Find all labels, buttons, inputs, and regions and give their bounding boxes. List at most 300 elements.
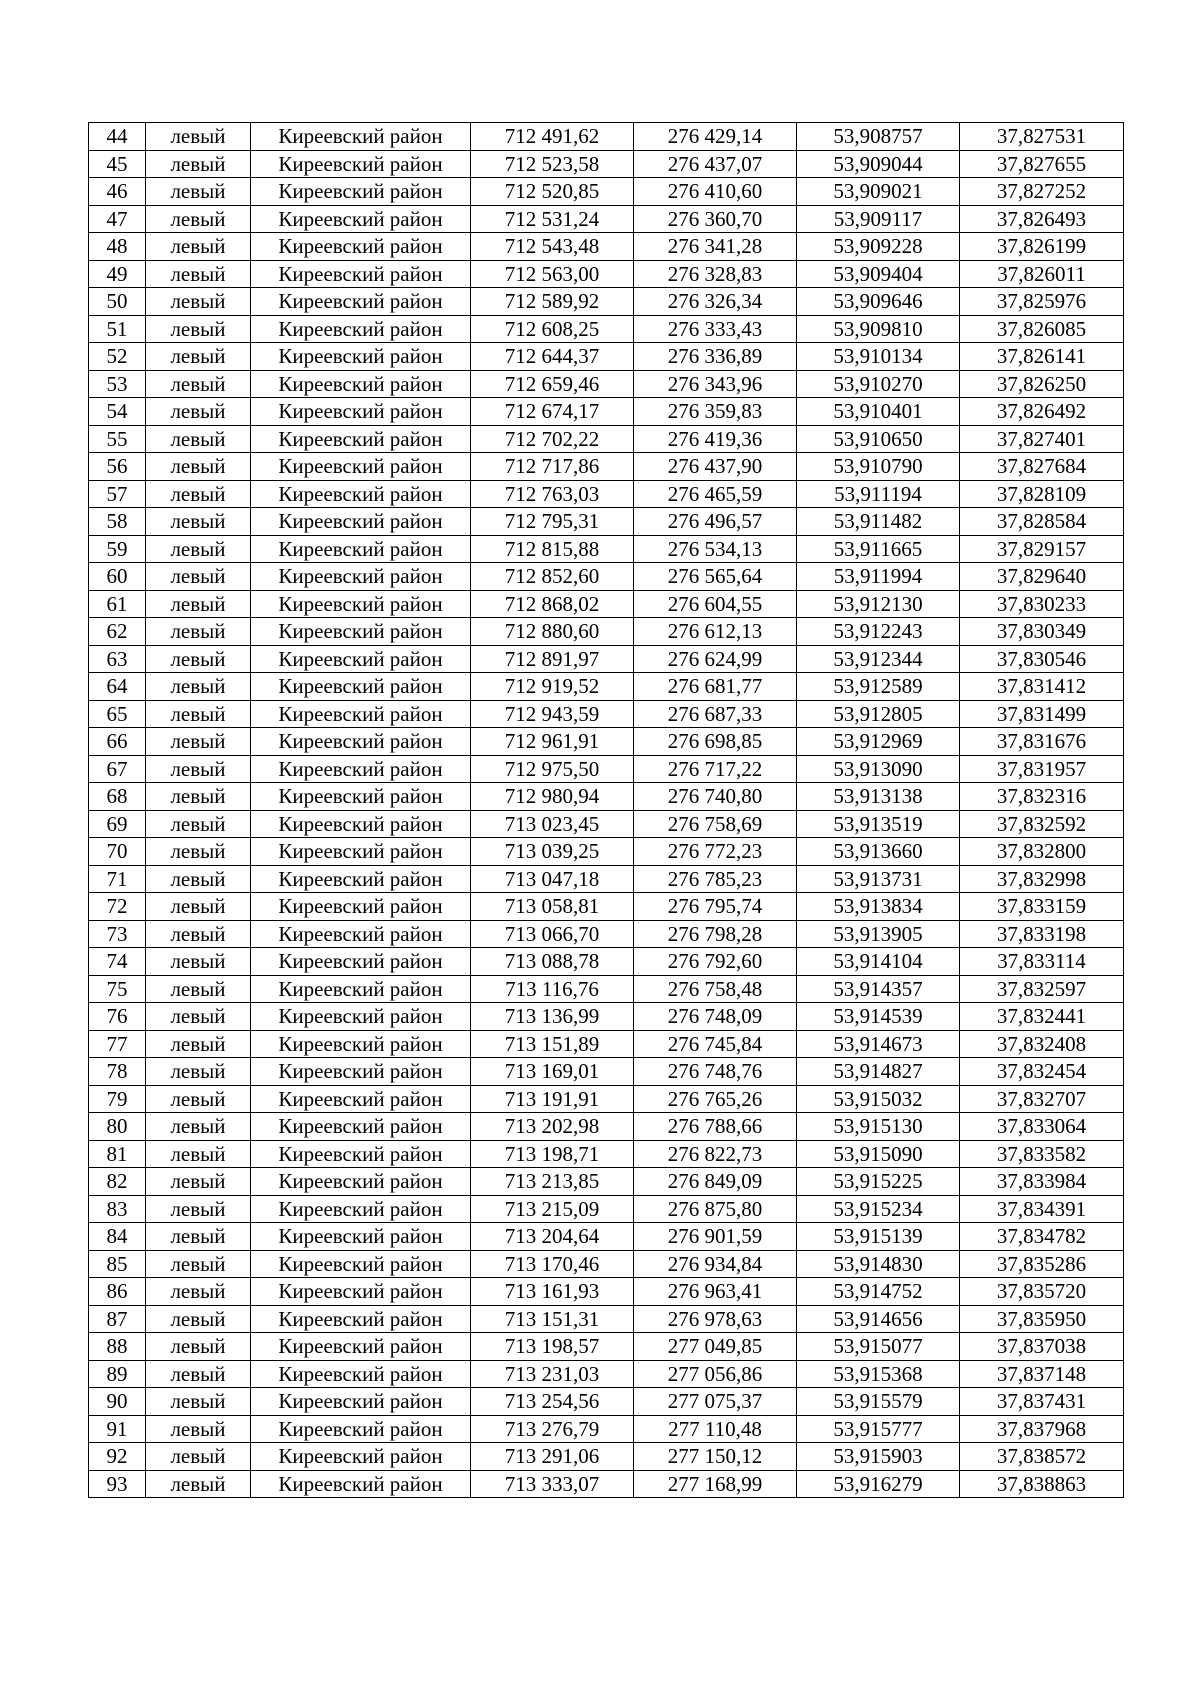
point-number-cell: 66 [89,728,146,756]
latitude-cell: 53,912969 [797,728,960,756]
point-number-cell: 62 [89,618,146,646]
district-cell: Киреевский район [251,865,471,893]
y-coordinate-cell: 276 687,33 [634,700,797,728]
latitude-cell: 53,909404 [797,260,960,288]
latitude-cell: 53,915090 [797,1140,960,1168]
table-row [89,783,1124,811]
longitude-cell: 37,826250 [960,370,1124,398]
latitude-cell: 53,909646 [797,288,960,316]
table-row [89,370,1124,398]
x-coordinate-cell: 712 543,48 [471,233,634,261]
latitude-cell: 53,910650 [797,425,960,453]
table-row [89,480,1124,508]
longitude-cell: 37,829640 [960,563,1124,591]
bank-side-cell: левый [146,233,251,261]
point-number-cell: 57 [89,480,146,508]
table-row [89,123,1124,151]
latitude-cell: 53,910134 [797,343,960,371]
district-cell: Киреевский район [251,1140,471,1168]
longitude-cell: 37,834391 [960,1195,1124,1223]
longitude-cell: 37,832592 [960,810,1124,838]
bank-side-cell: левый [146,1113,251,1141]
table-row [89,1278,1124,1306]
table-row [89,508,1124,536]
bank-side-cell: левый [146,893,251,921]
x-coordinate-cell: 713 066,70 [471,920,634,948]
table-row [89,920,1124,948]
longitude-cell: 37,828584 [960,508,1124,536]
district-cell: Киреевский район [251,1113,471,1141]
table-row [89,1003,1124,1031]
district-cell: Киреевский район [251,370,471,398]
bank-side-cell: левый [146,1250,251,1278]
y-coordinate-cell: 276 748,76 [634,1058,797,1086]
point-number-cell: 90 [89,1388,146,1416]
district-cell: Киреевский район [251,1195,471,1223]
point-number-cell: 63 [89,645,146,673]
point-number-cell: 55 [89,425,146,453]
district-cell: Киреевский район [251,920,471,948]
bank-side-cell: левый [146,453,251,481]
point-number-cell: 53 [89,370,146,398]
district-cell: Киреевский район [251,728,471,756]
x-coordinate-cell: 713 213,85 [471,1168,634,1196]
point-number-cell: 56 [89,453,146,481]
longitude-cell: 37,833114 [960,948,1124,976]
bank-side-cell: левый [146,948,251,976]
point-number-cell: 92 [89,1443,146,1471]
latitude-cell: 53,912589 [797,673,960,701]
point-number-cell: 82 [89,1168,146,1196]
district-cell: Киреевский район [251,755,471,783]
longitude-cell: 37,827655 [960,150,1124,178]
point-number-cell: 78 [89,1058,146,1086]
y-coordinate-cell: 277 049,85 [634,1333,797,1361]
point-number-cell: 91 [89,1415,146,1443]
longitude-cell: 37,833064 [960,1113,1124,1141]
bank-side-cell: левый [146,590,251,618]
district-cell: Киреевский район [251,1250,471,1278]
longitude-cell: 37,827684 [960,453,1124,481]
longitude-cell: 37,831412 [960,673,1124,701]
longitude-cell: 37,833198 [960,920,1124,948]
latitude-cell: 53,915032 [797,1085,960,1113]
longitude-cell: 37,832998 [960,865,1124,893]
latitude-cell: 53,912130 [797,590,960,618]
longitude-cell: 37,828109 [960,480,1124,508]
y-coordinate-cell: 276 748,09 [634,1003,797,1031]
latitude-cell: 53,913138 [797,783,960,811]
bank-side-cell: левый [146,618,251,646]
latitude-cell: 53,915777 [797,1415,960,1443]
longitude-cell: 37,826141 [960,343,1124,371]
y-coordinate-cell: 276 343,96 [634,370,797,398]
table-row [89,893,1124,921]
table-row [89,1415,1124,1443]
x-coordinate-cell: 712 520,85 [471,178,634,206]
x-coordinate-cell: 713 170,46 [471,1250,634,1278]
x-coordinate-cell: 712 943,59 [471,700,634,728]
table-row [89,1333,1124,1361]
district-cell: Киреевский район [251,535,471,563]
latitude-cell: 53,909044 [797,150,960,178]
table-row [89,755,1124,783]
longitude-cell: 37,832707 [960,1085,1124,1113]
y-coordinate-cell: 276 359,83 [634,398,797,426]
y-coordinate-cell: 276 758,69 [634,810,797,838]
table-row [89,1113,1124,1141]
district-cell: Киреевский район [251,1470,471,1498]
longitude-cell: 37,832597 [960,975,1124,1003]
latitude-cell: 53,909228 [797,233,960,261]
bank-side-cell: левый [146,728,251,756]
latitude-cell: 53,912243 [797,618,960,646]
x-coordinate-cell: 713 116,76 [471,975,634,1003]
bank-side-cell: левый [146,810,251,838]
x-coordinate-cell: 713 291,06 [471,1443,634,1471]
longitude-cell: 37,831676 [960,728,1124,756]
bank-side-cell: левый [146,920,251,948]
x-coordinate-cell: 712 674,17 [471,398,634,426]
y-coordinate-cell: 276 336,89 [634,343,797,371]
y-coordinate-cell: 276 772,23 [634,838,797,866]
table-row [89,1388,1124,1416]
point-number-cell: 58 [89,508,146,536]
y-coordinate-cell: 276 875,80 [634,1195,797,1223]
table-row [89,1195,1124,1223]
table-row [89,1085,1124,1113]
x-coordinate-cell: 712 795,31 [471,508,634,536]
x-coordinate-cell: 712 891,97 [471,645,634,673]
x-coordinate-cell: 713 039,25 [471,838,634,866]
latitude-cell: 53,913834 [797,893,960,921]
bank-side-cell: левый [146,700,251,728]
longitude-cell: 37,837968 [960,1415,1124,1443]
point-number-cell: 79 [89,1085,146,1113]
table-row [89,150,1124,178]
latitude-cell: 53,911994 [797,563,960,591]
district-cell: Киреевский район [251,453,471,481]
y-coordinate-cell: 276 785,23 [634,865,797,893]
x-coordinate-cell: 712 491,62 [471,123,634,151]
bank-side-cell: левый [146,1333,251,1361]
bank-side-cell: левый [146,260,251,288]
y-coordinate-cell: 276 849,09 [634,1168,797,1196]
x-coordinate-cell: 712 980,94 [471,783,634,811]
point-number-cell: 46 [89,178,146,206]
x-coordinate-cell: 713 276,79 [471,1415,634,1443]
y-coordinate-cell: 276 437,07 [634,150,797,178]
latitude-cell: 53,915368 [797,1360,960,1388]
longitude-cell: 37,831499 [960,700,1124,728]
longitude-cell: 37,838863 [960,1470,1124,1498]
bank-side-cell: левый [146,150,251,178]
y-coordinate-cell: 276 465,59 [634,480,797,508]
district-cell: Киреевский район [251,150,471,178]
table-row [89,1305,1124,1333]
longitude-cell: 37,832454 [960,1058,1124,1086]
x-coordinate-cell: 712 975,50 [471,755,634,783]
latitude-cell: 53,914656 [797,1305,960,1333]
bank-side-cell: левый [146,838,251,866]
latitude-cell: 53,915579 [797,1388,960,1416]
bank-side-cell: левый [146,755,251,783]
bank-side-cell: левый [146,425,251,453]
longitude-cell: 37,834782 [960,1223,1124,1251]
bank-side-cell: левый [146,1443,251,1471]
y-coordinate-cell: 276 758,48 [634,975,797,1003]
bank-side-cell: левый [146,288,251,316]
bank-side-cell: левый [146,645,251,673]
x-coordinate-cell: 713 169,01 [471,1058,634,1086]
y-coordinate-cell: 276 604,55 [634,590,797,618]
x-coordinate-cell: 712 763,03 [471,480,634,508]
district-cell: Киреевский район [251,398,471,426]
longitude-cell: 37,830349 [960,618,1124,646]
point-number-cell: 65 [89,700,146,728]
bank-side-cell: левый [146,1195,251,1223]
longitude-cell: 37,831957 [960,755,1124,783]
latitude-cell: 53,916279 [797,1470,960,1498]
district-cell: Киреевский район [251,1305,471,1333]
point-number-cell: 68 [89,783,146,811]
district-cell: Киреевский район [251,1058,471,1086]
table-row [89,975,1124,1003]
longitude-cell: 37,827401 [960,425,1124,453]
point-number-cell: 73 [89,920,146,948]
district-cell: Киреевский район [251,425,471,453]
latitude-cell: 53,913660 [797,838,960,866]
bank-side-cell: левый [146,1140,251,1168]
x-coordinate-cell: 712 880,60 [471,618,634,646]
table-row [89,1058,1124,1086]
latitude-cell: 53,915225 [797,1168,960,1196]
district-cell: Киреевский район [251,1278,471,1306]
latitude-cell: 53,912805 [797,700,960,728]
table-row [89,1140,1124,1168]
longitude-cell: 37,826493 [960,205,1124,233]
longitude-cell: 37,832408 [960,1030,1124,1058]
x-coordinate-cell: 713 254,56 [471,1388,634,1416]
x-coordinate-cell: 712 608,25 [471,315,634,343]
longitude-cell: 37,832800 [960,838,1124,866]
table-row [89,1470,1124,1498]
y-coordinate-cell: 276 360,70 [634,205,797,233]
district-cell: Киреевский район [251,233,471,261]
table-row [89,948,1124,976]
table-row [89,563,1124,591]
bank-side-cell: левый [146,1278,251,1306]
district-cell: Киреевский район [251,1415,471,1443]
longitude-cell: 37,837148 [960,1360,1124,1388]
bank-side-cell: левый [146,370,251,398]
table-row [89,425,1124,453]
latitude-cell: 53,911194 [797,480,960,508]
district-cell: Киреевский район [251,260,471,288]
longitude-cell: 37,837038 [960,1333,1124,1361]
y-coordinate-cell: 276 795,74 [634,893,797,921]
bank-side-cell: левый [146,1415,251,1443]
longitude-cell: 37,835720 [960,1278,1124,1306]
latitude-cell: 53,910401 [797,398,960,426]
point-number-cell: 71 [89,865,146,893]
latitude-cell: 53,915234 [797,1195,960,1223]
latitude-cell: 53,912344 [797,645,960,673]
bank-side-cell: левый [146,480,251,508]
district-cell: Киреевский район [251,563,471,591]
point-number-cell: 93 [89,1470,146,1498]
x-coordinate-cell: 713 204,64 [471,1223,634,1251]
bank-side-cell: левый [146,1168,251,1196]
table-row [89,590,1124,618]
point-number-cell: 88 [89,1333,146,1361]
district-cell: Киреевский район [251,645,471,673]
table-row [89,315,1124,343]
x-coordinate-cell: 712 563,00 [471,260,634,288]
y-coordinate-cell: 276 326,34 [634,288,797,316]
bank-side-cell: левый [146,315,251,343]
point-number-cell: 50 [89,288,146,316]
district-cell: Киреевский район [251,315,471,343]
table-row [89,535,1124,563]
x-coordinate-cell: 713 191,91 [471,1085,634,1113]
point-number-cell: 86 [89,1278,146,1306]
point-number-cell: 84 [89,1223,146,1251]
longitude-cell: 37,833582 [960,1140,1124,1168]
x-coordinate-cell: 713 198,57 [471,1333,634,1361]
y-coordinate-cell: 276 745,84 [634,1030,797,1058]
latitude-cell: 53,915139 [797,1223,960,1251]
table-row [89,618,1124,646]
x-coordinate-cell: 712 815,88 [471,535,634,563]
point-number-cell: 74 [89,948,146,976]
x-coordinate-cell: 713 088,78 [471,948,634,976]
table-row [89,1360,1124,1388]
y-coordinate-cell: 276 410,60 [634,178,797,206]
y-coordinate-cell: 276 429,14 [634,123,797,151]
x-coordinate-cell: 712 644,37 [471,343,634,371]
table-row [89,205,1124,233]
point-number-cell: 83 [89,1195,146,1223]
x-coordinate-cell: 712 523,58 [471,150,634,178]
latitude-cell: 53,909117 [797,205,960,233]
longitude-cell: 37,832441 [960,1003,1124,1031]
coordinates-table [88,122,1124,1498]
x-coordinate-cell: 712 702,22 [471,425,634,453]
point-number-cell: 85 [89,1250,146,1278]
latitude-cell: 53,911665 [797,535,960,563]
x-coordinate-cell: 712 868,02 [471,590,634,618]
y-coordinate-cell: 276 624,99 [634,645,797,673]
latitude-cell: 53,915903 [797,1443,960,1471]
point-number-cell: 52 [89,343,146,371]
point-number-cell: 45 [89,150,146,178]
longitude-cell: 37,826199 [960,233,1124,261]
district-cell: Киреевский район [251,948,471,976]
table-row [89,1250,1124,1278]
table-row [89,838,1124,866]
district-cell: Киреевский район [251,700,471,728]
x-coordinate-cell: 713 161,93 [471,1278,634,1306]
latitude-cell: 53,914104 [797,948,960,976]
point-number-cell: 81 [89,1140,146,1168]
table-row [89,453,1124,481]
y-coordinate-cell: 276 822,73 [634,1140,797,1168]
district-cell: Киреевский район [251,480,471,508]
latitude-cell: 53,909021 [797,178,960,206]
bank-side-cell: левый [146,535,251,563]
y-coordinate-cell: 276 328,83 [634,260,797,288]
latitude-cell: 53,913731 [797,865,960,893]
latitude-cell: 53,914673 [797,1030,960,1058]
x-coordinate-cell: 713 136,99 [471,1003,634,1031]
table-row [89,1030,1124,1058]
longitude-cell: 37,838572 [960,1443,1124,1471]
latitude-cell: 53,909810 [797,315,960,343]
point-number-cell: 80 [89,1113,146,1141]
bank-side-cell: левый [146,1030,251,1058]
y-coordinate-cell: 276 419,36 [634,425,797,453]
x-coordinate-cell: 713 215,09 [471,1195,634,1223]
y-coordinate-cell: 276 788,66 [634,1113,797,1141]
table-body [89,123,1124,1498]
point-number-cell: 59 [89,535,146,563]
y-coordinate-cell: 277 075,37 [634,1388,797,1416]
bank-side-cell: левый [146,563,251,591]
longitude-cell: 37,835950 [960,1305,1124,1333]
y-coordinate-cell: 276 963,41 [634,1278,797,1306]
latitude-cell: 53,908757 [797,123,960,151]
table-row [89,260,1124,288]
district-cell: Киреевский район [251,123,471,151]
bank-side-cell: левый [146,1223,251,1251]
point-number-cell: 75 [89,975,146,1003]
y-coordinate-cell: 277 056,86 [634,1360,797,1388]
y-coordinate-cell: 276 978,63 [634,1305,797,1333]
table-row [89,728,1124,756]
longitude-cell: 37,827252 [960,178,1124,206]
district-cell: Киреевский район [251,1003,471,1031]
bank-side-cell: левый [146,1003,251,1031]
bank-side-cell: левый [146,1085,251,1113]
point-number-cell: 64 [89,673,146,701]
point-number-cell: 70 [89,838,146,866]
district-cell: Киреевский район [251,288,471,316]
x-coordinate-cell: 713 058,81 [471,893,634,921]
latitude-cell: 53,910790 [797,453,960,481]
longitude-cell: 37,826085 [960,315,1124,343]
point-number-cell: 89 [89,1360,146,1388]
x-coordinate-cell: 712 961,91 [471,728,634,756]
point-number-cell: 61 [89,590,146,618]
latitude-cell: 53,911482 [797,508,960,536]
bank-side-cell: левый [146,783,251,811]
point-number-cell: 69 [89,810,146,838]
y-coordinate-cell: 276 698,85 [634,728,797,756]
table-row [89,645,1124,673]
district-cell: Киреевский район [251,1223,471,1251]
y-coordinate-cell: 276 792,60 [634,948,797,976]
point-number-cell: 51 [89,315,146,343]
district-cell: Киреевский район [251,205,471,233]
latitude-cell: 53,914357 [797,975,960,1003]
y-coordinate-cell: 277 168,99 [634,1470,797,1498]
y-coordinate-cell: 276 341,28 [634,233,797,261]
table-row [89,700,1124,728]
point-number-cell: 76 [89,1003,146,1031]
bank-side-cell: левый [146,1305,251,1333]
bank-side-cell: левый [146,1388,251,1416]
